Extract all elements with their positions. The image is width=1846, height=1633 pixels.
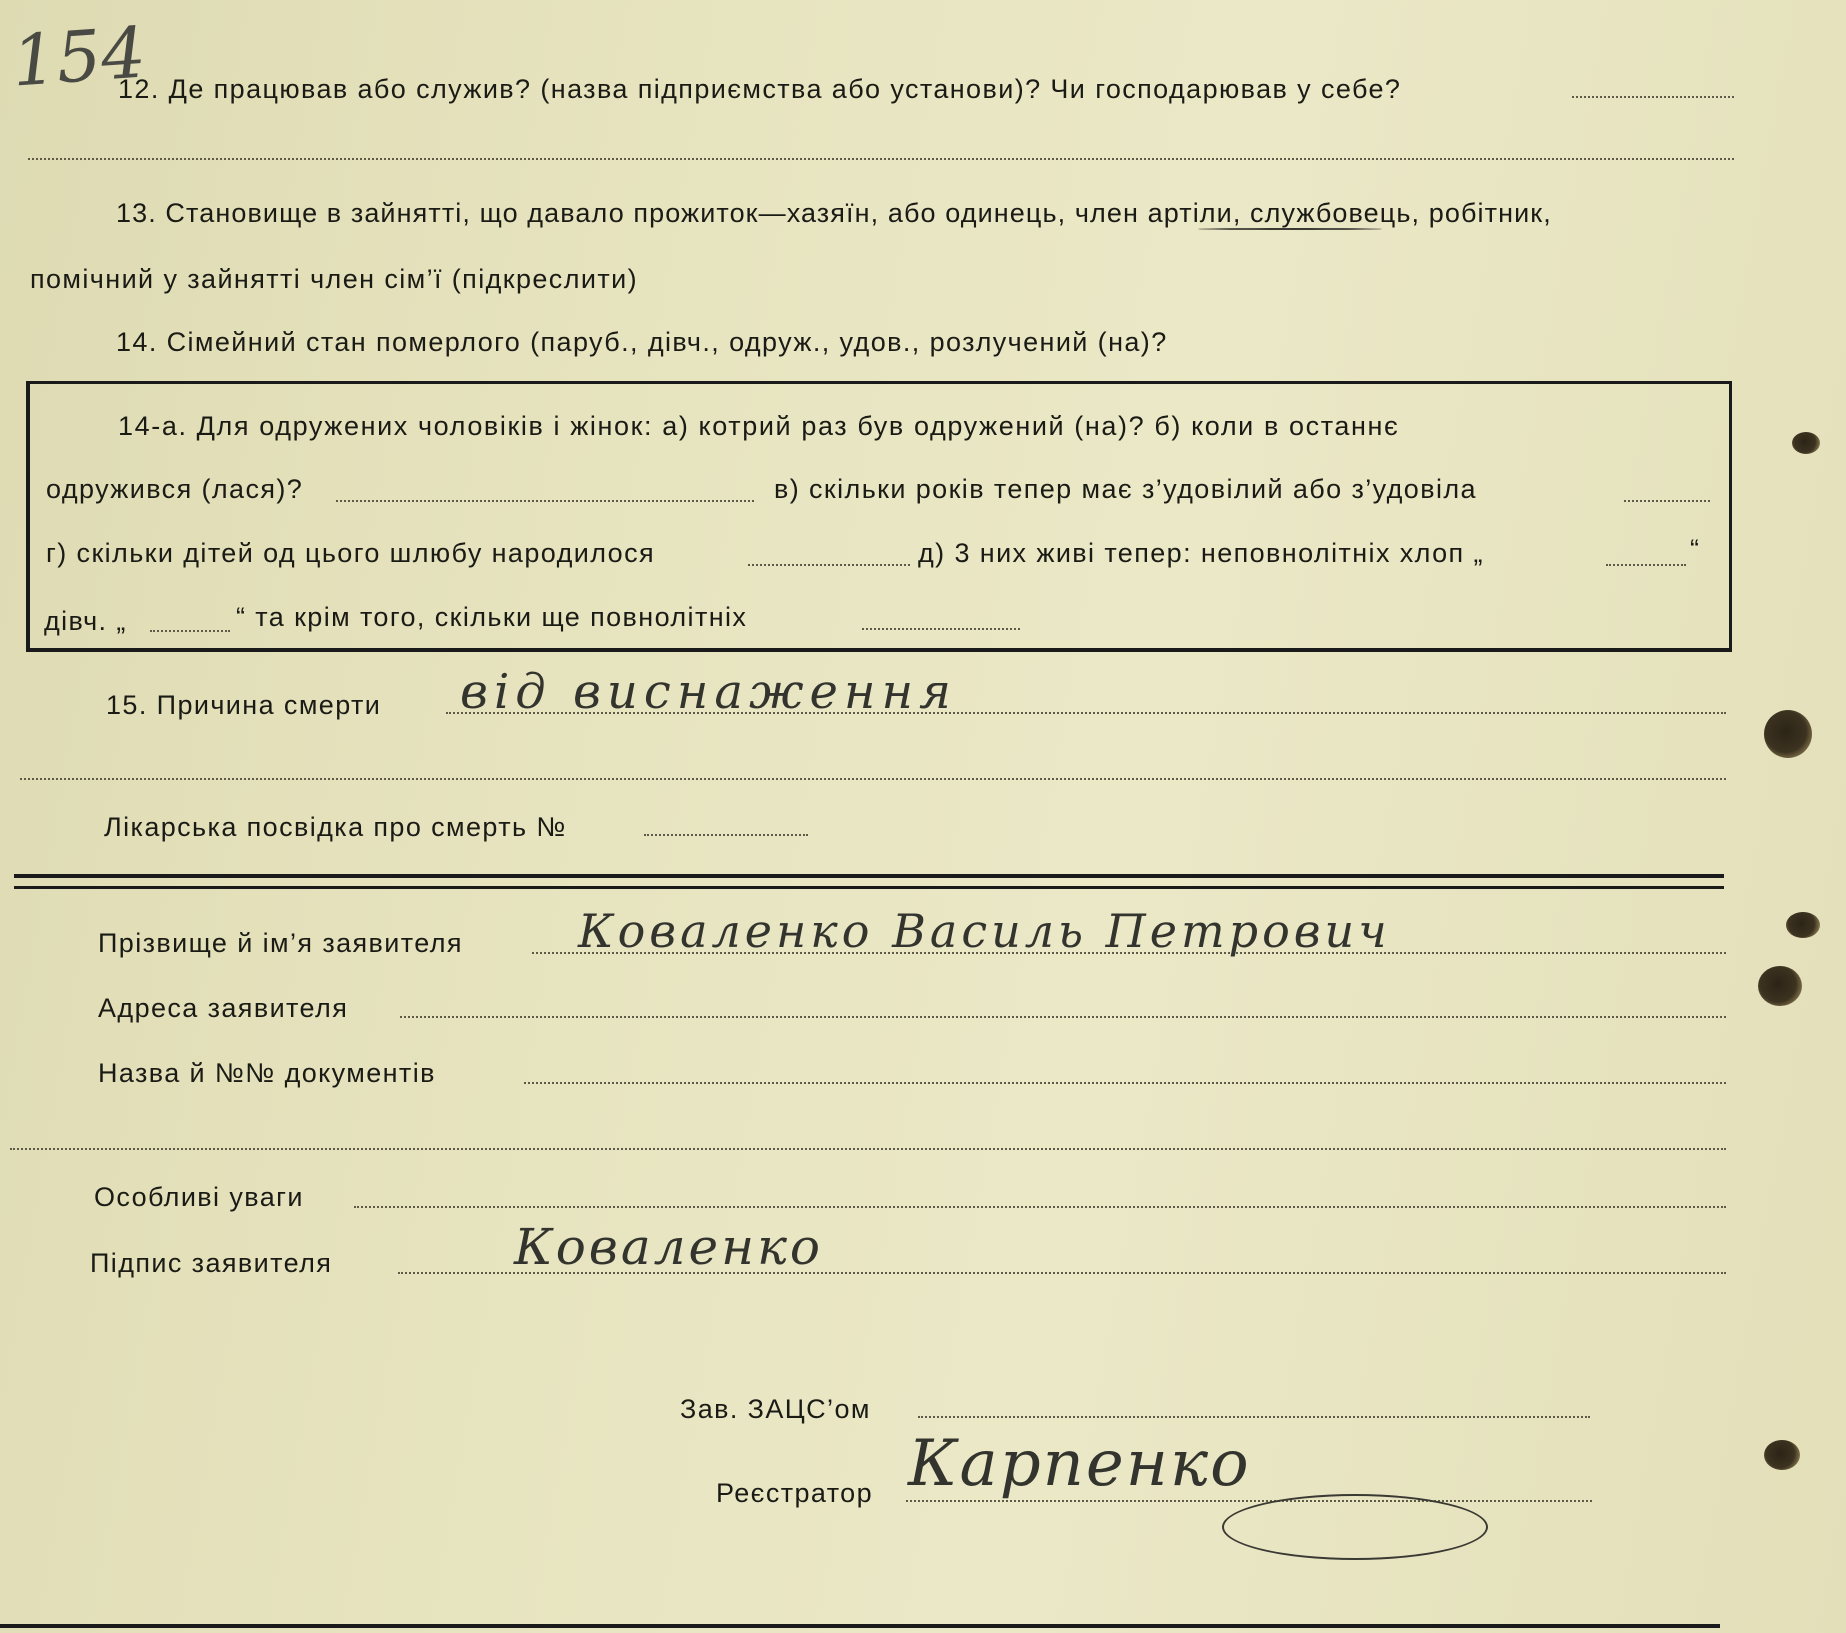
- q14a-dotted-minor-boys: [1606, 564, 1686, 566]
- binding-hole-1: [1792, 432, 1820, 454]
- q12-dotted-line: [1572, 96, 1734, 98]
- q12-text: 12. Де працював або служив? (назва підприємства або установи)? Чи господарював у себе?: [118, 74, 1402, 104]
- zags-head-dotted: [918, 1416, 1590, 1418]
- registrar-label: Реєстратор: [716, 1478, 874, 1508]
- medical-certificate-label: Лікарська посвідка про смерть №: [104, 812, 567, 842]
- q13-line1: 13. Становище в зайнятті, що давало прожиток—хазяїн, або одинець, член артіли, службовець, робітник,: [116, 198, 1552, 228]
- q15-dotted-line-2: [20, 778, 1726, 780]
- applicant-signature: Коваленко: [514, 1218, 824, 1276]
- q14a-line4-girls: дівч. „: [44, 606, 127, 636]
- q14a-line2-widowed-years: в) скільки років тепер має з’удовілий або з’удовіла: [774, 474, 1477, 504]
- q14a-line2-married-when: одружився (лася)?: [46, 474, 304, 504]
- q14a-line3-close-quote: “: [1690, 534, 1701, 564]
- q14a-line4-adults: “ та крім того, скільки ще повнолітніх: [236, 602, 748, 632]
- applicant-address-label: Адреса заявителя: [98, 993, 349, 1023]
- q14a-dotted-widowed-years: [1624, 500, 1710, 502]
- binding-hole-2: [1764, 710, 1812, 758]
- q14a-line1: 14-а. Для одружених чоловіків і жінок: а) котрий раз був одружений (на)? б) коли в останнє: [118, 411, 1400, 441]
- documents-label: Назва й №№ документів: [98, 1058, 436, 1088]
- signature-label: Підпис заявителя: [90, 1248, 333, 1278]
- documents-dotted: [524, 1082, 1726, 1084]
- zags-head-label: Зав. ЗАЦС’ом: [680, 1394, 871, 1424]
- remarks-dotted: [354, 1206, 1726, 1208]
- registrar-signature-flourish: [1222, 1494, 1488, 1560]
- q14a-dotted-married-when: [336, 500, 754, 502]
- registrar-signature: Карпенко: [908, 1427, 1251, 1501]
- q15-label: 15. Причина смерти: [106, 690, 382, 720]
- binding-hole-5: [1764, 1440, 1800, 1470]
- applicant-address-dotted: [400, 1016, 1726, 1018]
- applicant-name-value: Коваленко Василь Петрович: [578, 904, 1391, 958]
- corner-note: 154: [9, 11, 149, 103]
- q14a-line3-children-born: г) скільки дітей од цього шлюбу народилося: [46, 538, 656, 568]
- applicant-name-label: Прізвище й ім’я заявителя: [98, 928, 463, 958]
- q13-line2: помічний у зайнятті член сім’ї (підкреслити): [30, 264, 638, 294]
- q14a-dotted-girls: [150, 630, 230, 632]
- q14a-dotted-adults: [862, 628, 1020, 630]
- q15-cause-of-death: від виснаження: [460, 664, 957, 720]
- documents-dotted-2: [10, 1148, 1726, 1150]
- binding-hole-3: [1786, 912, 1820, 938]
- binding-hole-4: [1758, 966, 1802, 1006]
- q14-text: 14. Сімейний стан померлого (паруб., дівч., одруж., удов., розлучений (на)?: [116, 327, 1168, 357]
- double-rule-bottom: [14, 886, 1724, 889]
- remarks-label: Особливі уваги: [94, 1182, 304, 1212]
- medical-certificate-dotted: [644, 834, 808, 836]
- q12-dotted-line-2: [28, 158, 1734, 160]
- q14a-line3-minor-boys: д) 3 них живі тепер: неповнолітніх хлоп „: [918, 538, 1484, 568]
- bottom-rule: [0, 1624, 1720, 1628]
- q13-underline-member-artel: [1198, 228, 1382, 230]
- q14a-dotted-children-born: [748, 564, 910, 566]
- double-rule-top: [14, 874, 1724, 878]
